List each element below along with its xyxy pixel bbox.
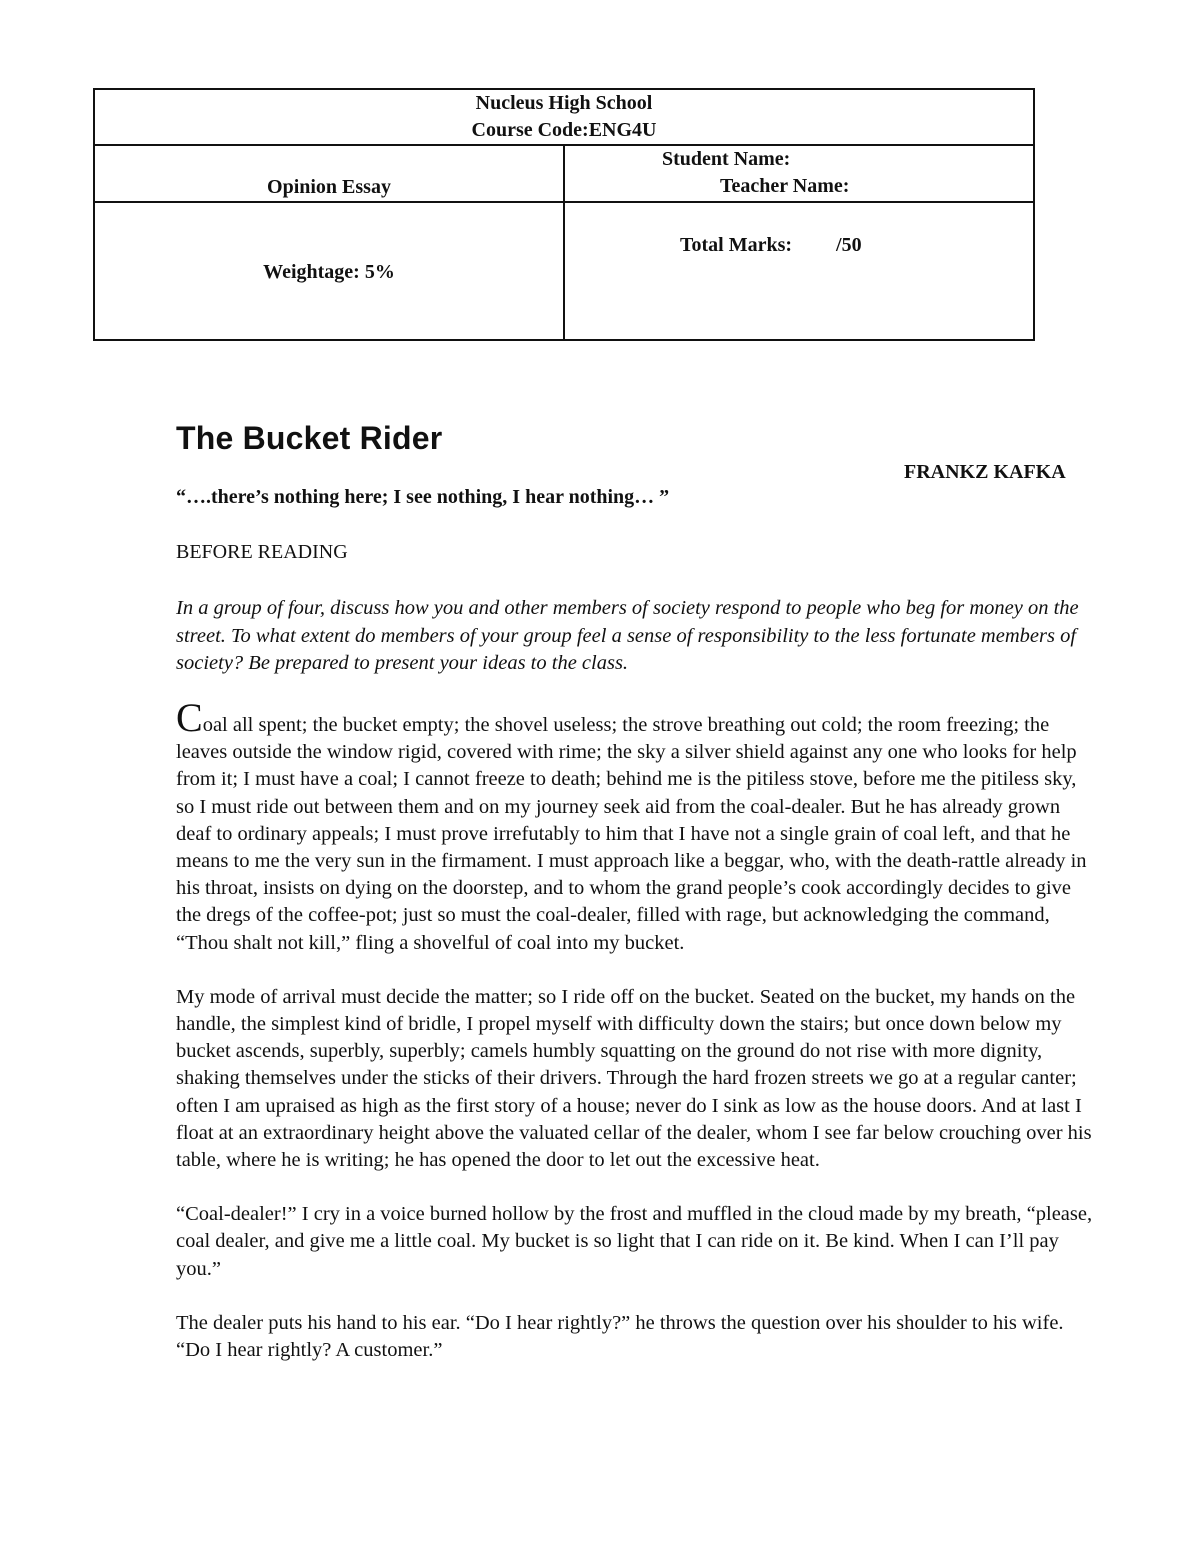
assignment-header-table <box>93 88 1035 341</box>
epigraph: “….there’s nothing here; I see nothing, I hear nothing… ” <box>176 486 670 508</box>
drop-cap: C <box>176 695 203 740</box>
course-code: Course Code:ENG4U <box>471 119 657 141</box>
school-info-cell <box>94 89 1034 145</box>
total-marks-value: /50 <box>836 234 862 256</box>
assignment-cell <box>94 145 564 202</box>
story-paragraph: My mode of arrival must decide the matter; so I ride off on the bucket. Seated on the bucket, my hands on the handle, the simplest kind of bridle, I propel myself with difficulty down the stairs; but once down below my bucket ascends, superbly, superbly; camels humbly squatting on the ground do not rise with more dignity, shaking themselves under the sticks of their drivers. Through the hard frozen streets we go at a regular canter; often I am upraised as high as the first story of a house; never do I sink as low as the house doors. And at last I float at an extraordinary height above the valuated cellar of the dealer, whom I see far below crouching over his table, where he is writing; he has opened the door to let out the excessive heat. <box>176 985 1092 1172</box>
marks-cell <box>564 202 1034 340</box>
story-author: FRANKZ KAFKA <box>904 461 1066 483</box>
story-paragraph: “Coal-dealer!” I cry in a voice burned hollow by the frost and muffled in the cloud made by my breath, “please, coal dealer, and give me a little coal. My bucket is so light that I can ride on it. Be kind. When I can I’ll pay you.” <box>176 1203 1093 1280</box>
assignment-type: Opinion Essay <box>267 176 391 198</box>
names-cell <box>564 145 1034 202</box>
weightage-cell <box>94 202 564 340</box>
story-paragraph: The dealer puts his hand to his ear. “Do I hear rightly?” he throws the question over his shoulder to his wife. “Do I hear rightly? A customer.” <box>176 1311 1064 1362</box>
total-marks <box>565 203 1033 259</box>
school-name: Nucleus High School <box>475 92 653 114</box>
story-paragraph <box>176 695 1098 957</box>
paragraph-1-text: oal all spent; the bucket empty; the shovel useless; the strove breathing out cold; the room freezing; the leaves outside the window rigid, covered with rime; the sky a silver shield against any one who looks for help from it; I must have a coal; I cannot freeze to death; behind me is the pitiless stove, before me the pitiless sky, so I must ride out between them and on my journey seek aid from the coal-dealer. But he has already grown deaf to ordinary appeals; I must prove irrefutably to him that I have not a single grain of coal left, and that he means to me the very sun in the firmament. I must approach like a beggar, who, with the death-rattle already in his throat, insists on dying on the doorstep, and to whom the grand people’s cook accordingly decides to give the dregs of the coffee-pot; just so must the coal-dealer, filled with rage, but acknowledging the command, “Thou shalt not kill,” fling a shovelful of coal into my bucket. <box>176 714 1087 954</box>
discussion-prompt: In a group of four, discuss how you and other members of society respond to people who beg for money on the street. To what extent do members of your group feel a sense of responsibility to the less fortunate members of society? Be prepared to present your ideas to the class. <box>176 597 1079 674</box>
weightage: Weightage: 5% <box>263 261 395 283</box>
student-name-label: Student Name: <box>662 148 791 170</box>
story-body <box>176 695 1098 1391</box>
story-title: The Bucket Rider <box>176 420 443 456</box>
total-marks-label: Total Marks: <box>680 234 793 256</box>
before-reading-heading: BEFORE READING <box>176 541 348 563</box>
teacher-name-label: Teacher Name: <box>720 175 850 197</box>
